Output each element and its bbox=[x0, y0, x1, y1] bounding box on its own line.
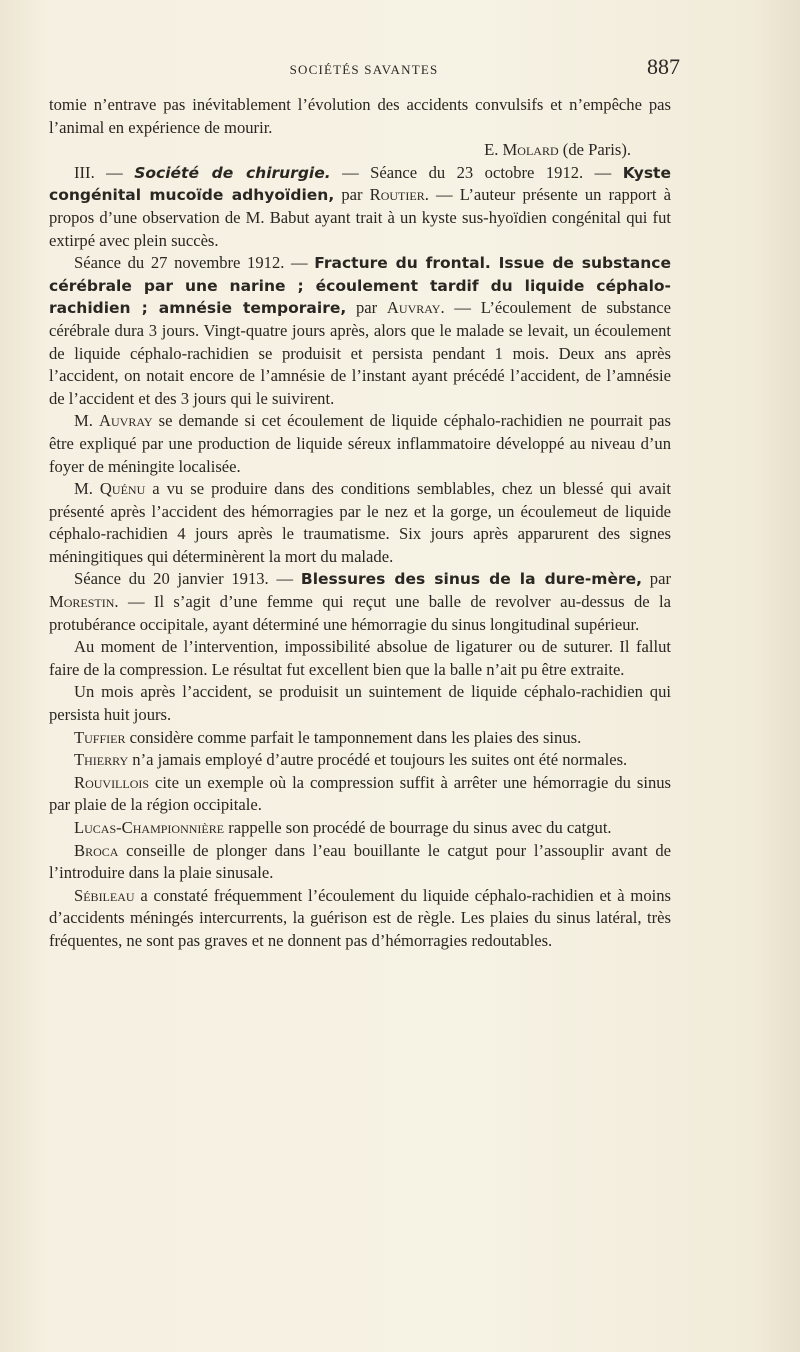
text-run: tomie n’entrave pas inévitablement l’évolution des accidents convulsifs et n’empêche pas l’animal en expérience de mourir. bbox=[49, 95, 671, 137]
author-name: Sébileau bbox=[74, 885, 135, 905]
author-name: Morestin bbox=[49, 592, 115, 612]
text-run: . — L’auteur présente un rapport à propos d’une observation de M. Babut ayant trait à un kyste sus-hyoïdien congénital qui fut extirpé avec plein succès. bbox=[49, 185, 671, 250]
text-run: rappelle son procédé de bourrage du sinus avec du catgut. bbox=[224, 818, 612, 837]
paragraph bbox=[49, 772, 671, 817]
paragraph bbox=[49, 681, 671, 726]
article-body bbox=[49, 94, 671, 953]
text-run: E. bbox=[484, 140, 503, 160]
paragraph bbox=[49, 568, 671, 636]
text-run: se demande si cet écoulement de liquide céphalo-rachidien ne pourrait pas être expliqué par une production de liquide séreux inflammatoire développé au niveau d’un foyer de méningite localisée. bbox=[49, 411, 671, 476]
text-run: . — Il s’agit d’une femme qui reçut une balle de revolver au-dessus de la protubérance occipitale, ayant déterminé une hémorragie du sinus longitudinal supérieur. bbox=[49, 592, 671, 634]
author-name: Auvray bbox=[386, 298, 441, 318]
author-name: Broca bbox=[74, 840, 119, 860]
text-run: Au moment de l’intervention, impossibilité absolue de ligaturer ou de suturer. Il fallut faire de la compression. Le résultat fut excellent bien que la balle n’ait pu être extraite. bbox=[49, 637, 671, 679]
text-run: III. — bbox=[74, 162, 135, 182]
article-title: Fracture du frontal. Issue de substance cérébrale par une narine ; écoulement tardif du liquide céphalo-rachidien ; amnésie temporaire, bbox=[49, 254, 671, 318]
text-run: cite un exemple où la compression suffit à arrêter une hémorragie du sinus par plaie de la région occipitale. bbox=[49, 772, 671, 815]
article-title: Kyste congénital mucoïde adhyoïdien, bbox=[49, 163, 671, 205]
text-run: a vu se produire dans des conditions semblables, chez un blessé qui avait présenté après l’accident des hémorragies par le nez et la gorge, un écoulemeut de liquide céphalo-rachidien 4 jours après le traumatisme. Six jours après apparurent des signes méningitiques qui déterminèrent la mort du malade. bbox=[49, 479, 671, 566]
text-run: conseille de plonger dans l’eau bouillante le catgut pour l’assouplir avant de l’introduire dans la plaie sinusale. bbox=[49, 840, 671, 883]
paragraph bbox=[49, 749, 671, 772]
paragraph bbox=[49, 727, 671, 750]
text-run: par bbox=[334, 185, 370, 205]
page-number: 887 bbox=[647, 54, 680, 79]
text-run: n’a jamais employé d’autre procédé et toujours les suites ont été normales. bbox=[128, 750, 628, 770]
paragraph bbox=[49, 636, 671, 681]
author-name: Molard bbox=[502, 140, 559, 160]
author-name: Thierry bbox=[74, 750, 129, 770]
paragraph bbox=[49, 252, 671, 410]
society-name: Société de chirurgie. bbox=[134, 163, 331, 182]
author-name: Auvray bbox=[99, 411, 153, 431]
paragraph bbox=[49, 817, 671, 840]
article-title: Blessures des sinus de la dure-mère, bbox=[300, 570, 643, 589]
running-title: SOCIÉTÉS SAVANTES bbox=[289, 62, 439, 77]
text-run: considère comme parfait le tamponnement dans les plaies des sinus. bbox=[125, 727, 582, 747]
author-name: Quénu bbox=[99, 479, 146, 499]
paragraph bbox=[49, 410, 671, 478]
author-name: Tuffier bbox=[74, 727, 126, 747]
text-run: Un mois après l’accident, se produisit un suintement de liquide céphalo-rachidien qui persista huit jours. bbox=[49, 682, 671, 725]
signature bbox=[49, 139, 671, 162]
author-name: Routier bbox=[369, 185, 425, 205]
text-run: a constaté fréquemment l’écoulement du liquide céphalo-rachidien et à moins d’accidents méningés intercurrents, la guérison est de règle. Les plaies du sinus latéral, très fréquentes, ne sont pas graves et ne donnent pas d’hémorragies redoutables. bbox=[49, 885, 671, 950]
author-name: Lucas-Championnière bbox=[74, 818, 225, 837]
paragraph bbox=[49, 94, 671, 139]
paragraph bbox=[49, 885, 671, 953]
text-run: par bbox=[642, 569, 671, 589]
page-header bbox=[48, 54, 680, 86]
text-run: Séance du 20 janvier 1913. — bbox=[74, 569, 301, 589]
text-run: M. bbox=[74, 411, 99, 431]
paragraph bbox=[49, 162, 671, 252]
text-run: — Séance du 23 octobre 1912. — bbox=[330, 162, 623, 182]
text-run: M. bbox=[74, 479, 100, 499]
text-run: Séance du 27 novembre 1912. — bbox=[74, 253, 315, 273]
text-run: (de Paris). bbox=[558, 140, 631, 160]
paragraph bbox=[49, 840, 671, 885]
text-run: . — L’écoulement de substance cérébrale dura 3 jours. Vingt-quatre jours après, alors que le malade se levait, un écoulement de liquide céphalo-rachidien se produisit et persista pendant 1 mois. Deux ans après l’accident, on notait encore de l’amnésie de l’instant ayant précédé l’accident, de l’amnésie de l’accident et des 3 jours qui le suivirent. bbox=[49, 298, 671, 408]
text-run: par bbox=[346, 298, 387, 318]
author-name: Rouvillois bbox=[74, 772, 150, 792]
paragraph bbox=[49, 478, 671, 568]
